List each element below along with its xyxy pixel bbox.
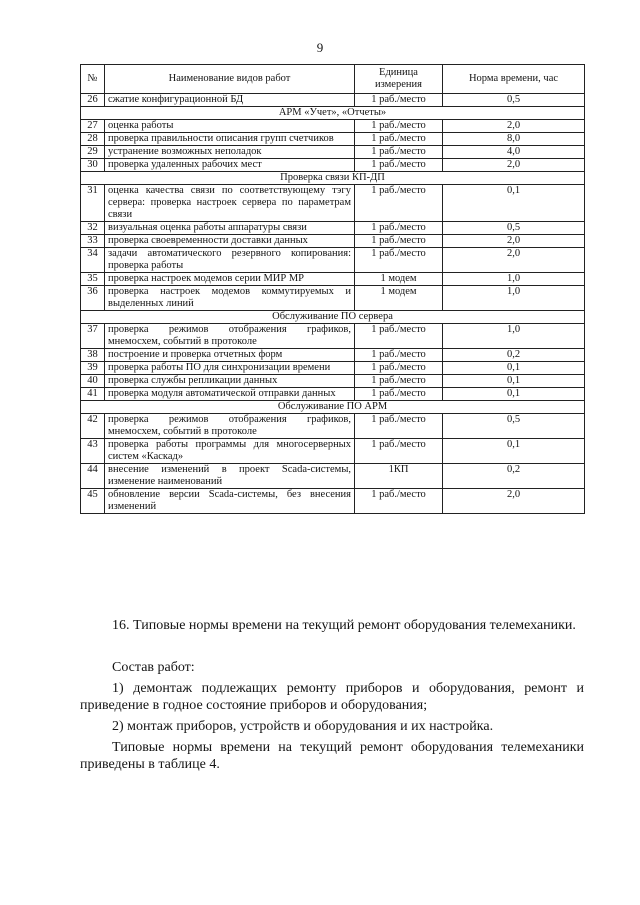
work-name: проверка режимов отображения графиков, мнемосхем, событий в протоколе <box>105 324 355 349</box>
table-row <box>81 222 585 235</box>
row-number: 32 <box>81 222 105 235</box>
work-name: проверка настроек модемов коммутируемых и выделенных линий <box>105 286 355 311</box>
row-number: 41 <box>81 388 105 401</box>
time-norm: 0,5 <box>443 222 585 235</box>
table-row <box>81 388 585 401</box>
header-unit: Единица измерения <box>355 65 443 94</box>
table-body <box>81 94 585 514</box>
table-row <box>81 464 585 489</box>
section-16-heading: 16. Типовые нормы времени на текущий ремонт оборудования телемеханики. <box>112 618 576 633</box>
unit-of-measure: 1КП <box>355 464 443 489</box>
work-name: оценка работы <box>105 120 355 133</box>
table-row <box>81 439 585 464</box>
header-work-name: Наименование видов работ <box>105 65 355 94</box>
time-norm: 4,0 <box>443 146 585 159</box>
work-name: обновление версии Scada-системы, без внесения изменений <box>105 489 355 514</box>
row-number: 39 <box>81 362 105 375</box>
time-norm: 0,1 <box>443 362 585 375</box>
work-name: построение и проверка отчетных форм <box>105 349 355 362</box>
table-section-row <box>81 107 585 120</box>
table-section-row <box>81 311 585 324</box>
table-row <box>81 94 585 107</box>
table-row <box>81 362 585 375</box>
table-row <box>81 273 585 286</box>
table-4-reference: Типовые нормы времени на текущий ремонт оборудования телемеханики приведены в таблице 4. <box>80 740 584 772</box>
time-norm: 0,5 <box>443 94 585 107</box>
row-number: 29 <box>81 146 105 159</box>
unit-of-measure: 1 раб./место <box>355 248 443 273</box>
row-number: 28 <box>81 133 105 146</box>
row-number: 30 <box>81 159 105 172</box>
row-number: 37 <box>81 324 105 349</box>
work-time-norms-table <box>80 64 585 514</box>
table-row <box>81 235 585 248</box>
time-norm: 0,1 <box>443 439 585 464</box>
row-number: 45 <box>81 489 105 514</box>
unit-of-measure: 1 раб./место <box>355 120 443 133</box>
row-number: 40 <box>81 375 105 388</box>
table-header-row <box>81 65 585 94</box>
time-norm: 2,0 <box>443 235 585 248</box>
work-name: проверка своевременности доставки данных <box>105 235 355 248</box>
work-name: сжатие конфигурационной БД <box>105 94 355 107</box>
work-name: проверка режимов отображения графиков, мнемосхем, событий в протоколе <box>105 414 355 439</box>
table-row <box>81 286 585 311</box>
table-section-row <box>81 172 585 185</box>
time-norm: 8,0 <box>443 133 585 146</box>
unit-of-measure: 1 модем <box>355 273 443 286</box>
row-number: 43 <box>81 439 105 464</box>
row-number: 31 <box>81 185 105 222</box>
table-row <box>81 414 585 439</box>
time-norm: 0,2 <box>443 349 585 362</box>
work-name: проверка удаленных рабочих мест <box>105 159 355 172</box>
table-row <box>81 324 585 349</box>
time-norm: 1,0 <box>443 273 585 286</box>
work-name: проверка настроек модемов серии МИР МР <box>105 273 355 286</box>
work-item-1: 1) демонтаж подлежащих ремонту приборов и оборудования, ремонт и приведение в годное состояние приборов и оборудования; <box>80 681 584 713</box>
header-time-norm: Норма времени, час <box>443 65 585 94</box>
row-number: 44 <box>81 464 105 489</box>
time-norm: 2,0 <box>443 159 585 172</box>
time-norm: 0,2 <box>443 464 585 489</box>
work-name: оценка качества связи по соответствующему тэгу сервера: проверка настроек сервера по параметрам связи <box>105 185 355 222</box>
work-name: устранение возможных неполадок <box>105 146 355 159</box>
table-row <box>81 159 585 172</box>
table-row <box>81 375 585 388</box>
table-section-row <box>81 401 585 414</box>
row-number: 33 <box>81 235 105 248</box>
work-name: визуальная оценка работы аппаратуры связи <box>105 222 355 235</box>
unit-of-measure: 1 раб./место <box>355 185 443 222</box>
table-row <box>81 185 585 222</box>
work-name: проверка службы репликации данных <box>105 375 355 388</box>
header-number: № <box>81 65 105 94</box>
time-norm: 1,0 <box>443 324 585 349</box>
row-number: 35 <box>81 273 105 286</box>
section-title: Проверка связи КП-ДП <box>81 172 585 185</box>
row-number: 36 <box>81 286 105 311</box>
row-number: 26 <box>81 94 105 107</box>
work-name: проверка работы программы для многосерверных систем «Каскад» <box>105 439 355 464</box>
unit-of-measure: 1 раб./место <box>355 133 443 146</box>
time-norm: 2,0 <box>443 489 585 514</box>
work-composition-label: Состав работ: <box>112 660 195 675</box>
time-norm: 1,0 <box>443 286 585 311</box>
time-norm: 2,0 <box>443 248 585 273</box>
unit-of-measure: 1 раб./место <box>355 222 443 235</box>
work-name: проверка работы ПО для синхронизации времени <box>105 362 355 375</box>
row-number: 38 <box>81 349 105 362</box>
section-title: АРМ «Учет», «Отчеты» <box>81 107 585 120</box>
unit-of-measure: 1 раб./место <box>355 349 443 362</box>
work-name: проверка правильности описания групп счетчиков <box>105 133 355 146</box>
unit-of-measure: 1 раб./место <box>355 388 443 401</box>
unit-of-measure: 1 раб./место <box>355 375 443 388</box>
unit-of-measure: 1 раб./место <box>355 235 443 248</box>
unit-of-measure: 1 раб./место <box>355 159 443 172</box>
time-norm: 2,0 <box>443 120 585 133</box>
page-number: 9 <box>316 40 324 55</box>
table-row <box>81 133 585 146</box>
section-title: Обслуживание ПО сервера <box>81 311 585 324</box>
unit-of-measure: 1 модем <box>355 286 443 311</box>
unit-of-measure: 1 раб./место <box>355 362 443 375</box>
unit-of-measure: 1 раб./место <box>355 414 443 439</box>
unit-of-measure: 1 раб./место <box>355 324 443 349</box>
time-norm: 0,1 <box>443 388 585 401</box>
work-name: задачи автоматического резервного копирования: проверка работы <box>105 248 355 273</box>
time-norm: 0,1 <box>443 185 585 222</box>
table-row <box>81 146 585 159</box>
unit-of-measure: 1 раб./место <box>355 146 443 159</box>
row-number: 34 <box>81 248 105 273</box>
row-number: 42 <box>81 414 105 439</box>
table-row <box>81 489 585 514</box>
table-row <box>81 349 585 362</box>
unit-of-measure: 1 раб./место <box>355 439 443 464</box>
section-title: Обслуживание ПО АРМ <box>81 401 585 414</box>
time-norm: 0,1 <box>443 375 585 388</box>
time-norm: 0,5 <box>443 414 585 439</box>
table-row <box>81 120 585 133</box>
unit-of-measure: 1 раб./место <box>355 94 443 107</box>
work-item-2: 2) монтаж приборов, устройств и оборудования и их настройка. <box>112 719 494 734</box>
work-name: внесение изменений в проект Scada-системы, изменение наименований <box>105 464 355 489</box>
row-number: 27 <box>81 120 105 133</box>
table-row <box>81 248 585 273</box>
unit-of-measure: 1 раб./место <box>355 489 443 514</box>
work-name: проверка модуля автоматической отправки данных <box>105 388 355 401</box>
